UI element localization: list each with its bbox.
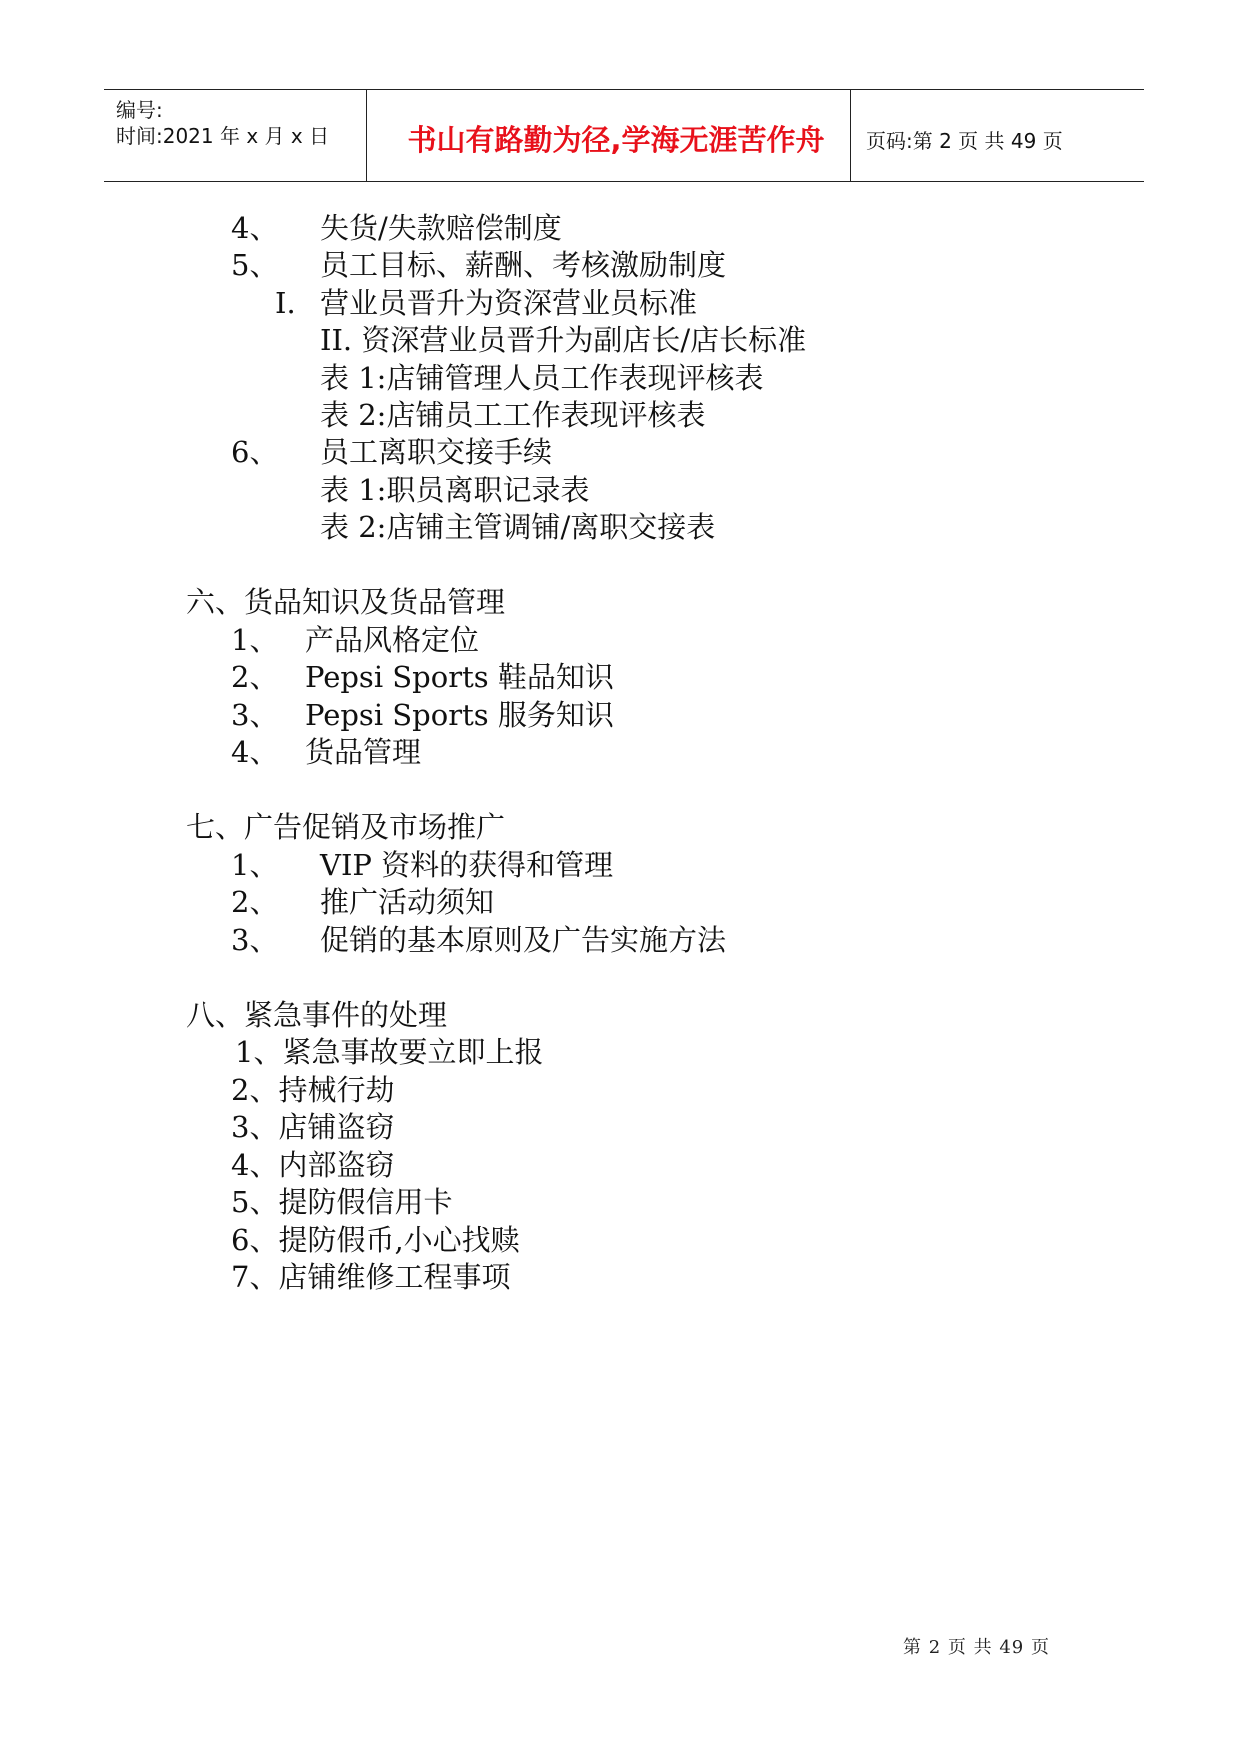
list-item-number: 2、 [231, 660, 279, 694]
sub-item: II. 资深营业员晋升为副店长/店长标准 [320, 323, 807, 357]
list-item: 失货/失款赔偿制度 [320, 211, 562, 245]
list-item: Pepsi Sports 鞋品知识 [305, 660, 614, 694]
time-label: 时间:2021 年 x 月 x 日 [116, 124, 330, 148]
list-item: 推广活动须知 [320, 885, 495, 919]
list-item: 产品风格定位 [305, 623, 480, 657]
sub-item: 表 2:店铺员工工作表现评核表 [320, 398, 706, 432]
list-item: 2、持械行劫 [231, 1073, 395, 1107]
list-item-number: 5、 [231, 248, 279, 282]
list-item: VIP 资料的获得和管理 [320, 848, 614, 882]
sub-item: 表 1:店铺管理人员工作表现评核表 [320, 361, 764, 395]
list-item-number: 1、 [231, 623, 279, 657]
list-item: 3、店铺盗窃 [231, 1110, 395, 1144]
header-top-rule [104, 89, 1144, 90]
list-item: 7、店铺维修工程事项 [231, 1260, 511, 1294]
list-item-number: 6、 [231, 435, 279, 469]
header-motto: 书山有路勤为径,学海无涯苦作舟 [407, 123, 825, 157]
page-header [104, 89, 1144, 182]
page-number-label: 页码:第 2 页 共 49 页 [866, 129, 1063, 153]
list-item: 4、内部盗窃 [231, 1148, 395, 1182]
list-item: 货品管理 [305, 735, 422, 769]
sub-item: 表 1:职员离职记录表 [320, 473, 590, 507]
list-item: 5、提防假信用卡 [231, 1185, 453, 1219]
header-bottom-rule [104, 181, 1144, 182]
list-item: 促销的基本原则及广告实施方法 [320, 923, 727, 957]
section-heading: 七、广告促销及市场推广 [186, 810, 506, 844]
section-heading: 六、货品知识及货品管理 [186, 585, 506, 619]
serial-label: 编号: [116, 98, 163, 122]
sub-item: 表 2:店铺主管调铺/离职交接表 [320, 510, 716, 544]
list-item-number: 4、 [231, 735, 279, 769]
list-item-number: 4、 [231, 211, 279, 245]
list-item-number: 3、 [231, 698, 279, 732]
header-divider-left [366, 89, 367, 182]
list-item-number: 3、 [231, 923, 279, 957]
list-item: 6、提防假币,小心找赎 [231, 1223, 520, 1257]
list-item-number: 1、 [231, 848, 279, 882]
list-item: Pepsi Sports 服务知识 [305, 698, 614, 732]
section-heading: 八、紧急事件的处理 [186, 998, 448, 1032]
sub-item-number: I. [275, 286, 296, 320]
list-item: 员工目标、薪酬、考核激励制度 [320, 248, 727, 282]
sub-item: 营业员晋升为资深营业员标准 [320, 286, 698, 320]
list-item: 员工离职交接手续 [320, 435, 553, 469]
list-item-number: 2、 [231, 885, 279, 919]
list-item: 1、紧急事故要立即上报 [235, 1035, 544, 1069]
page-footer: 第 2 页 共 49 页 [903, 1637, 1050, 1658]
